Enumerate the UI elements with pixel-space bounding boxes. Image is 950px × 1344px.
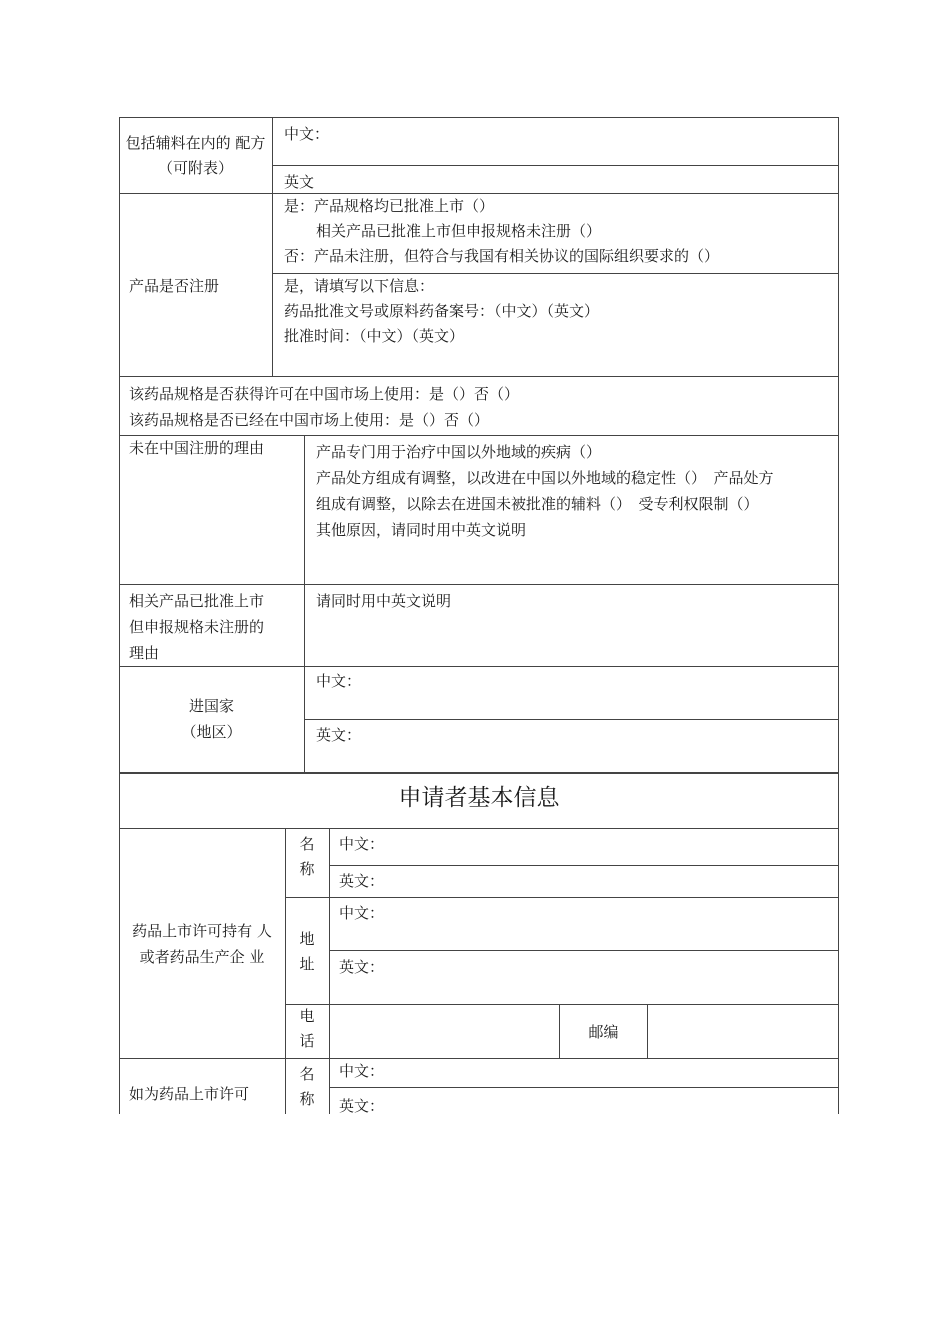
- import-country-cn-field[interactable]: 中文：: [316, 672, 362, 690]
- related-reason-label-line3: 理由: [129, 644, 160, 662]
- import-country-en-field[interactable]: 英文：: [316, 726, 362, 744]
- registered-label: 产品是否注册: [129, 277, 220, 295]
- holder-name-label: 名称: [299, 835, 315, 878]
- related-reason-label-line2: 但申报规格未注册的: [129, 618, 265, 636]
- holder-address-cn-field[interactable]: 中文：: [339, 904, 385, 922]
- holder-name-cn-field[interactable]: 中文：: [339, 835, 385, 853]
- formula-cn-field[interactable]: 中文：: [284, 125, 330, 143]
- holder-postcode-field[interactable]: [648, 1005, 838, 1058]
- formula-en-field[interactable]: 英文: [284, 173, 315, 191]
- registered-option-related[interactable]: 相关产品已批准上市但申报规格未注册（）: [316, 222, 602, 240]
- agent-name-label: 名称: [299, 1065, 315, 1108]
- registered-option-yes[interactable]: 是：产品规格均已批准上市（）: [284, 197, 495, 215]
- approval-date-field[interactable]: 批准时间：（中文）（英文）: [284, 327, 465, 345]
- market-license-question[interactable]: 该药品规格是否获得许可在中国市场上使用：是（）否（）: [129, 385, 520, 403]
- registered-info-heading: 是，请填写以下信息：: [284, 277, 435, 295]
- holder-label-line2: 或者药品生产企 业: [139, 948, 265, 966]
- import-country-label-line1: 进国家: [188, 697, 234, 715]
- unregistered-reason-label: 未在中国注册的理由: [129, 439, 265, 457]
- holder-phone-label: 电话: [299, 1007, 315, 1050]
- reason-option-disease[interactable]: 产品专门用于治疗中国以外地域的疾病（）: [316, 443, 602, 461]
- approval-number-field[interactable]: 药品批准文号或原料药备案号：（中文）（英文）: [284, 302, 600, 320]
- holder-address-label: 地址: [299, 930, 315, 973]
- application-form: [119, 117, 839, 1114]
- reason-option-other[interactable]: 其他原因，请同时用中英文说明: [316, 521, 527, 539]
- section-title: 申请者基本信息: [398, 785, 560, 811]
- holder-address-en-field[interactable]: 英文：: [339, 958, 385, 976]
- related-reason-field[interactable]: 请同时用中英文说明: [316, 592, 452, 610]
- holder-label-line1: 药品上市许可持有 人: [132, 922, 272, 940]
- import-country-label-line2: （地区）: [181, 723, 242, 741]
- holder-postcode-label: 邮编: [588, 1023, 619, 1041]
- holder-phone-field[interactable]: [330, 1005, 559, 1058]
- related-reason-label-line1: 相关产品已批准上市: [129, 592, 265, 610]
- holder-name-en-field[interactable]: 英文：: [339, 872, 385, 890]
- formula-label: 包括辅料在内的 配方（可附表）: [125, 134, 266, 177]
- agent-name-cn-field[interactable]: 中文：: [339, 1062, 385, 1080]
- registered-option-no[interactable]: 否：产品未注册，但符合与我国有相关协议的国际组织要求的（）: [284, 247, 720, 265]
- agent-name-en-field[interactable]: 英文：: [339, 1097, 385, 1114]
- agent-label: 如为药品上市许可: [129, 1085, 250, 1103]
- reason-option-excipient[interactable]: 组成有调整，以除去在进国未被批准的辅料（） 受专利权限制（）: [316, 495, 759, 513]
- market-use-question[interactable]: 该药品规格是否已经在中国市场上使用：是（）否（）: [129, 411, 490, 429]
- reason-option-stability[interactable]: 产品处方组成有调整，以改进在中国以外地域的稳定性（） 产品处方: [316, 469, 774, 487]
